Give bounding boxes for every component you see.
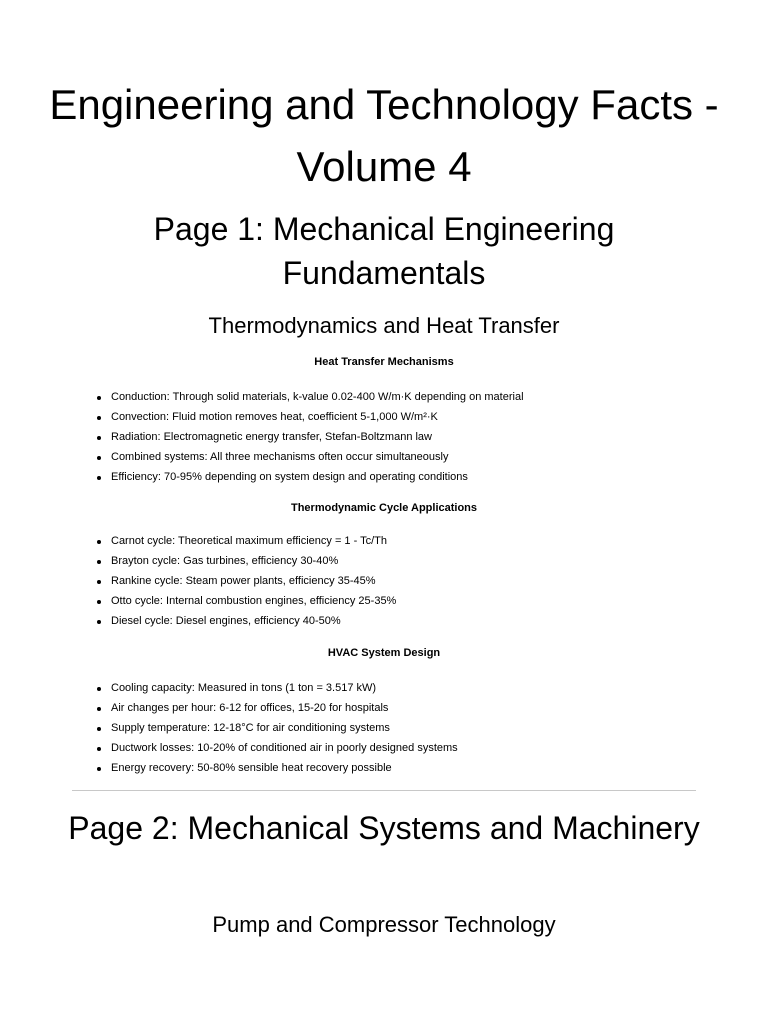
list-item: Air changes per hour: 6-12 for offices, 15-20 for hospitals	[96, 698, 696, 718]
list-item: Rankine cycle: Steam power plants, efficiency 35-45%	[96, 571, 696, 591]
list-item: Convection: Fluid motion removes heat, coefficient 5-1,000 W/m²·K	[96, 407, 696, 427]
list-item: Efficiency: 70-95% depending on system design and operating conditions	[96, 467, 696, 487]
list-item: Conduction: Through solid materials, k-value 0.02-400 W/m·K depending on material	[96, 387, 696, 407]
list-item: Energy recovery: 50-80% sensible heat recovery possible	[96, 758, 696, 778]
subsection-title-heat-transfer: Heat Transfer Mechanisms	[314, 356, 454, 368]
document-title: Engineering and Technology Facts - Volume 4	[49, 81, 719, 190]
page-divider	[72, 790, 696, 791]
list-item: Otto cycle: Internal combustion engines, efficiency 25-35%	[96, 591, 696, 611]
section-heading-pump-compressor: Pump and Compressor Technology	[212, 912, 556, 937]
page-2-heading: Page 2: Mechanical Systems and Machinery	[68, 810, 700, 846]
section-heading-thermodynamics: Thermodynamics and Heat Transfer	[208, 313, 560, 338]
subsection-title-thermodynamic-cycles: Thermodynamic Cycle Applications	[290, 502, 478, 514]
list-item: Supply temperature: 12-18°C for air conditioning systems	[96, 718, 696, 738]
page-1-heading: Page 1: Mechanical Engineering Fundamentals	[153, 211, 615, 291]
heat-transfer-list	[96, 387, 696, 487]
list-item: Brayton cycle: Gas turbines, efficiency 30-40%	[96, 551, 696, 571]
list-item: Radiation: Electromagnetic energy transfer, Stefan-Boltzmann law	[96, 427, 696, 447]
hvac-list	[96, 678, 696, 778]
list-item: Ductwork losses: 10-20% of conditioned air in poorly designed systems	[96, 738, 696, 758]
list-item: Cooling capacity: Measured in tons (1 ton = 3.517 kW)	[96, 678, 696, 698]
list-item: Diesel cycle: Diesel engines, efficiency 40-50%	[96, 611, 696, 631]
subsection-title-hvac: HVAC System Design	[327, 647, 441, 659]
thermodynamic-cycle-list	[96, 531, 696, 631]
list-item: Combined systems: All three mechanisms often occur simultaneously	[96, 447, 696, 467]
list-item: Carnot cycle: Theoretical maximum efficiency = 1 - Tc/Th	[96, 531, 696, 551]
